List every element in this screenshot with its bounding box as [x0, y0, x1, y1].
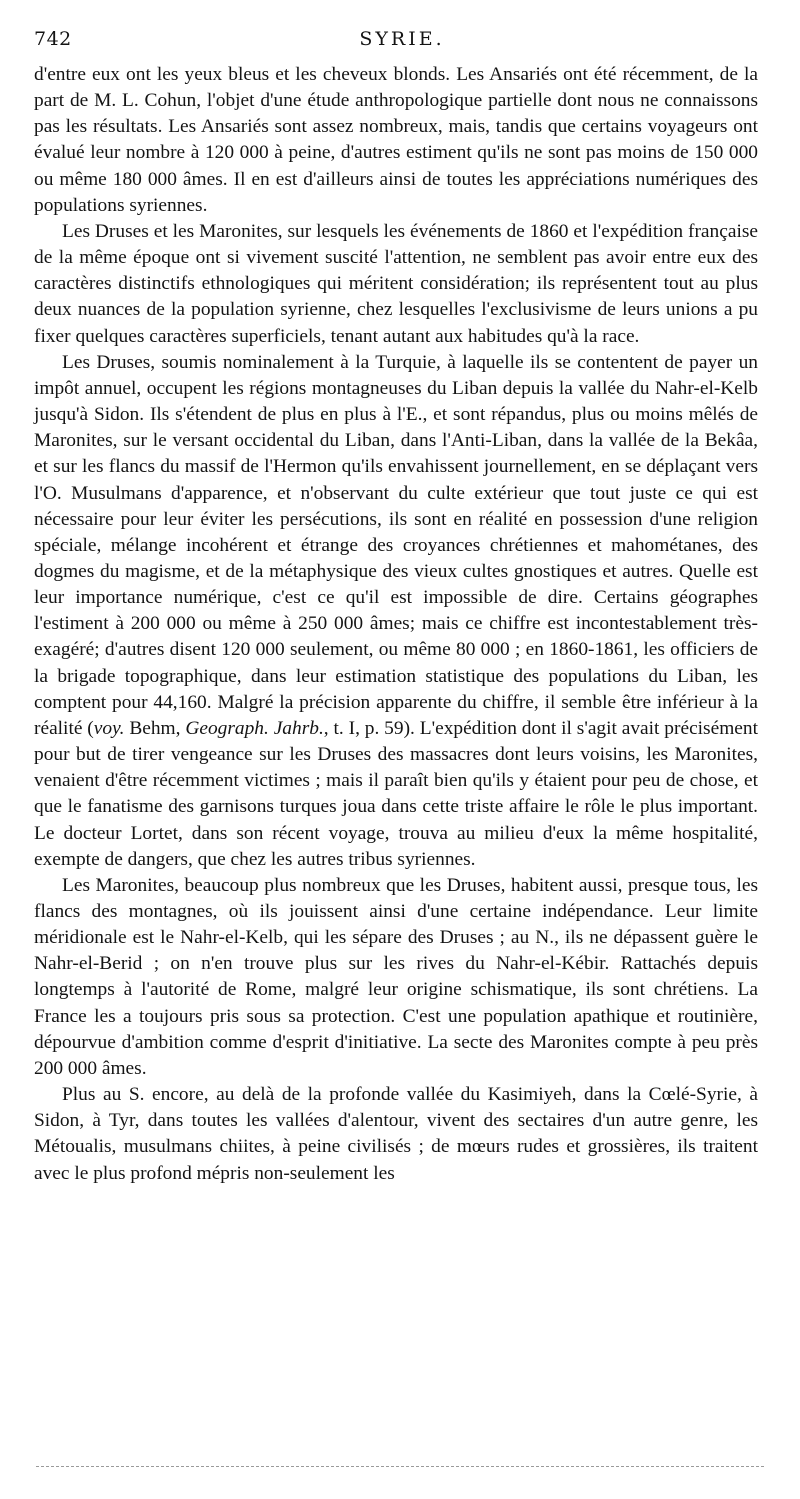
- paragraph-druses-maronites: Les Druses et les Maronites, sur lesquels les événements de 1860 et l'expédition française de la même époque ont si vivement suscité l'attention, ne semblent pas avoir entre eux des caractères distinctifs ethnologiques qui méritent considération; ils représentent tout au plus deux nuances de la population syrienne, chez lesquelles l'exclusivisme de leurs unions a pu fixer quelques caractères superficiels, tenant autant aux habitudes qu'à la race.: [34, 220, 758, 347]
- paragraph-druses-text-after: , t. I, p. 59). L'expédition dont il s'agit avait précisément pour but de tirer vengeance sur les Druses des massacres dont leurs voisins, les Maronites, venaient d'être récemment victimes ; mais il paraît bien qu'ils y étaient pour peu de chose, et que le fanatisme des garnisons turques joua dans cette triste affaire le rôle le plus important. Le docteur Lortet, dans son récent voyage, trouva au milieu d'eux la même hospitalité, exempte de dangers, que chez les autres tribus syriennes.: [34, 717, 758, 870]
- body-text: [34, 62, 758, 1187]
- paragraph-druses-text-before: Les Druses, soumis nominalement à la Turquie, à laquelle ils se contentent de payer un impôt annuel, occupent les régions montagneuses du Liban depuis la vallée du Nahr-el-Kelb jusqu'à Sidon. Ils s'étendent de plus en plus à l'E., et sont répandus, plus ou moins mêlés de Maronites, sur le versant occidental du Liban, dans l'Anti-Liban, dans la vallée de la Bekâa, et sur les flancs du massif de l'Hermon qu'ils envahissent journellement, en se déplaçant vers l'O. Musulmans d'apparence, et n'observant du culte extérieur que tout juste ce qui est nécessaire pour leur éviter les persécutions, ils sont en réalité en possession d'une religion spéciale, mélange incohérent et étrange des croyances chrétiennes et mahométanes, des dogmes du magisme, et de la métaphysique des vieux cultes gnostiques et autres. Quelle est leur importance numérique, c'est ce qu'il est impossible de dire. Certains géographes l'estiment à 200 000 ou même à 250 000 âmes; mais ce chiffre est incontestablement très-exagéré; d'autres disent 120 000 seulement, ou même 80 000 ; en 1860-1861, les officiers de la brigade topographique, dans leur estimation statistique des populations du Liban, les comptent pour 44,160. Malgré la précision apparente du chiffre, il semble être inférieur à la réalité (: [34, 351, 758, 739]
- paragraph-druses-text-middle: Behm,: [124, 717, 186, 739]
- running-title: SYRIE.: [359, 28, 445, 50]
- citation-geograph-jahrb: Geograph. Jahrb.: [185, 717, 324, 739]
- running-head: [34, 22, 770, 52]
- citation-voy: voy.: [93, 717, 125, 739]
- page-number: 742: [34, 28, 72, 50]
- footer-dashed-rule: [36, 1466, 764, 1467]
- paragraph-maronites: Les Maronites, beaucoup plus nombreux que les Druses, habitent aussi, presque tous, les flancs des montagnes, où ils jouissent ainsi d'une certaine indépendance. Leur limite méridionale est le Nahr-el-Kelb, qui les sépare des Druses ; au N., ils ne dépassent guère le Nahr-el-Berid ; on n'en trouve plus sur les rives du Nahr-el-Kébir. Rattachés depuis longtemps à l'autorité de Rome, malgré leur origine schismatique, ils sont chrétiens. La France les a toujours pris sous sa protection. C'est une population apathique et routinière, dépourvue d'ambition comme d'esprit d'initiative. La secte des Maronites compte à peu près 200 000 âmes.: [34, 874, 758, 1079]
- paragraph-ansaries-continued: d'entre eux ont les yeux bleus et les cheveux blonds. Les Ansariés ont été récemment, de la part de M. L. Cohun, l'objet d'une étude anthropologique partielle dont nous ne connaissons pas les résultats. Les Ansariés sont assez nombreux, mais, tandis que certains voyageurs ont évalué leur nombre à 120 000 à peine, d'autres estiment qu'ils ne sont pas moins de 150 000 ou même 180 000 âmes. Il en est d'ailleurs ainsi de toutes les appréciations numériques des populations syriennes.: [34, 64, 758, 216]
- paragraph-druses: [34, 350, 758, 873]
- paragraph-metoualis: Plus au S. encore, au delà de la profonde vallée du Kasimiyeh, dans la Cœlé-Syrie, à Sidon, à Tyr, dans toutes les vallées d'alentour, vivent des sectaires d'un autre genre, les Métoualis, musulmans chiites, à peine civilisés ; de mœurs rudes et grossières, ils traitent avec le plus profond mépris non-seulement les: [34, 1084, 758, 1184]
